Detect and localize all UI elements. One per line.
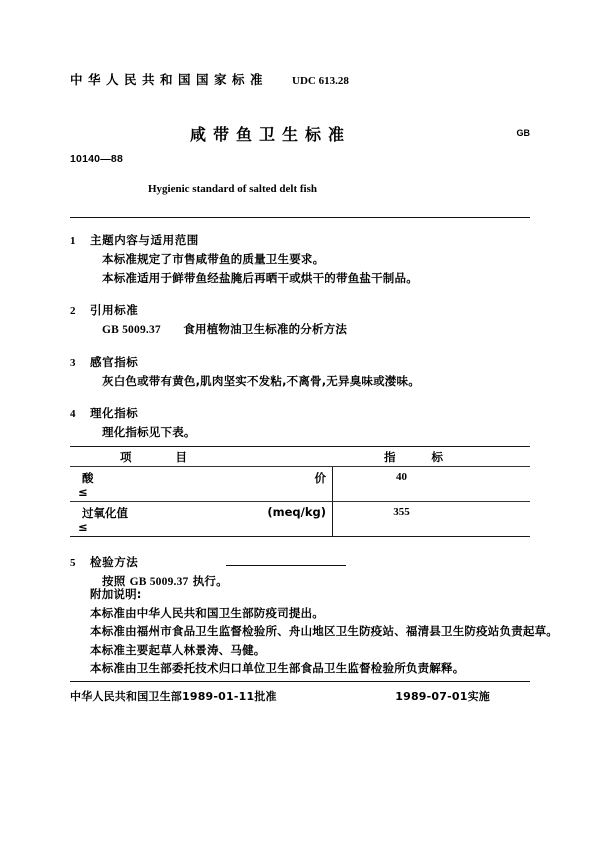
gb-mark: GB <box>516 128 530 138</box>
section-divider-rule <box>226 565 346 566</box>
section-1-line-1: 本标准规定了市售咸带鱼的质量卫生要求。 <box>102 252 325 266</box>
row-2-item-name <box>82 505 326 521</box>
section-5-heading <box>70 553 530 572</box>
referenced-standard-code: GB 5009.37 <box>102 324 161 336</box>
row-2-value: 355 <box>393 506 410 518</box>
row-1-value-cell <box>332 467 530 501</box>
page-footer <box>70 688 530 704</box>
section-3-body <box>102 372 530 391</box>
method-standard-code: GB 5009.37 <box>129 576 189 588</box>
standard-number: 10140—88 <box>70 153 123 165</box>
section-4-number: 4 <box>70 408 76 420</box>
masthead <box>70 70 530 88</box>
row-1-limit-symbol: ≤ <box>78 485 88 499</box>
page-title: 咸带鱼卫生标准 <box>190 125 352 144</box>
section-4-heading <box>70 404 530 423</box>
footer-divider <box>70 681 530 682</box>
section-2 <box>70 301 530 340</box>
section-1-number: 1 <box>70 235 76 247</box>
table-row <box>70 502 530 536</box>
column-header-index: 指标 <box>384 450 479 464</box>
section-4-line-1: 理化指标见下表。 <box>102 425 196 439</box>
row-2-name-end: (meq/kg) <box>267 505 326 519</box>
section-1-title: 主题内容与适用范围 <box>90 233 199 247</box>
appendix-line-3: 本标准主要起草人林景涛、马健。 <box>90 642 266 657</box>
appendix-line-4: 本标准由卫生部委托技术归口单位卫生部食品卫生监督检验所负责解释。 <box>90 661 465 675</box>
section-3-heading <box>70 353 530 372</box>
udc-code: UDC 613.28 <box>292 75 349 87</box>
section-2-number: 2 <box>70 305 76 317</box>
section-4-title: 理化指标 <box>90 406 139 420</box>
appendix-line-1: 本标准由中华人民共和国卫生部防疫司提出。 <box>90 605 324 620</box>
section-3-number: 3 <box>70 357 76 369</box>
row-1-value: 40 <box>396 471 407 483</box>
section-4 <box>70 404 530 537</box>
row-1-item-name <box>82 470 326 486</box>
section-1-body <box>102 250 530 288</box>
row-2-name-start: 过氧化值 <box>82 506 128 520</box>
header-divider <box>70 217 530 218</box>
section-5-number: 5 <box>70 557 76 569</box>
row-2-value-cell <box>332 502 530 536</box>
table-bottom-border <box>70 536 530 537</box>
section-1-line-2: 本标准适用于鲜带鱼经盐腌后再晒干或烘干的带鱼盐干制品。 <box>102 271 418 285</box>
row-1-item-cell <box>70 467 332 501</box>
appendix-line-2: 本标准由福州市食品卫生监督检验所、舟山地区卫生防疫站、福清县卫生防疫站负责起草。 <box>90 624 558 638</box>
table-header-item-cell <box>70 447 332 466</box>
table-row <box>70 467 530 501</box>
section-2-heading <box>70 301 530 320</box>
section-3 <box>70 353 530 391</box>
section-4-body <box>102 423 530 442</box>
section-2-title: 引用标准 <box>90 303 139 317</box>
section-3-title: 感官指标 <box>90 355 139 369</box>
row-2-limit-symbol: ≤ <box>78 520 88 534</box>
row-1-name-end: 价 <box>314 471 326 485</box>
row-1-name-start: 酸 <box>82 471 94 485</box>
section-3-line-1: 灰白色或带有黄色,肌肉坚实不发粘,不离骨,无异臭味或漤味。 <box>102 374 420 388</box>
english-title: Hygienic standard of salted delt fish <box>148 183 317 195</box>
appendix-heading: 附加说明: <box>90 587 142 601</box>
method-prefix: 按照 <box>102 574 126 588</box>
section-5-title: 检验方法 <box>90 555 139 569</box>
physicochemical-index-table <box>70 446 530 537</box>
title-row <box>70 122 530 146</box>
national-standard-label: 中华人民共和国国家标准 <box>70 72 269 87</box>
footer-approval: 中华人民共和国卫生部1989-01-11批准 <box>70 690 277 703</box>
document-body <box>70 231 530 605</box>
row-2-item-cell <box>70 502 332 536</box>
method-suffix: 执行。 <box>192 574 228 588</box>
table-header-index-cell <box>332 447 530 466</box>
section-2-reference <box>102 320 530 340</box>
appendix-block <box>90 585 558 678</box>
footer-implementation: 1989-07-01实施 <box>395 690 490 703</box>
section-1 <box>70 231 530 288</box>
table-header-row <box>70 447 530 466</box>
section-1-heading <box>70 231 530 250</box>
section-2-body <box>102 320 530 340</box>
column-header-item: 项目 <box>120 450 231 464</box>
referenced-standard-title: 食用植物油卫生标准的分析方法 <box>183 322 348 336</box>
